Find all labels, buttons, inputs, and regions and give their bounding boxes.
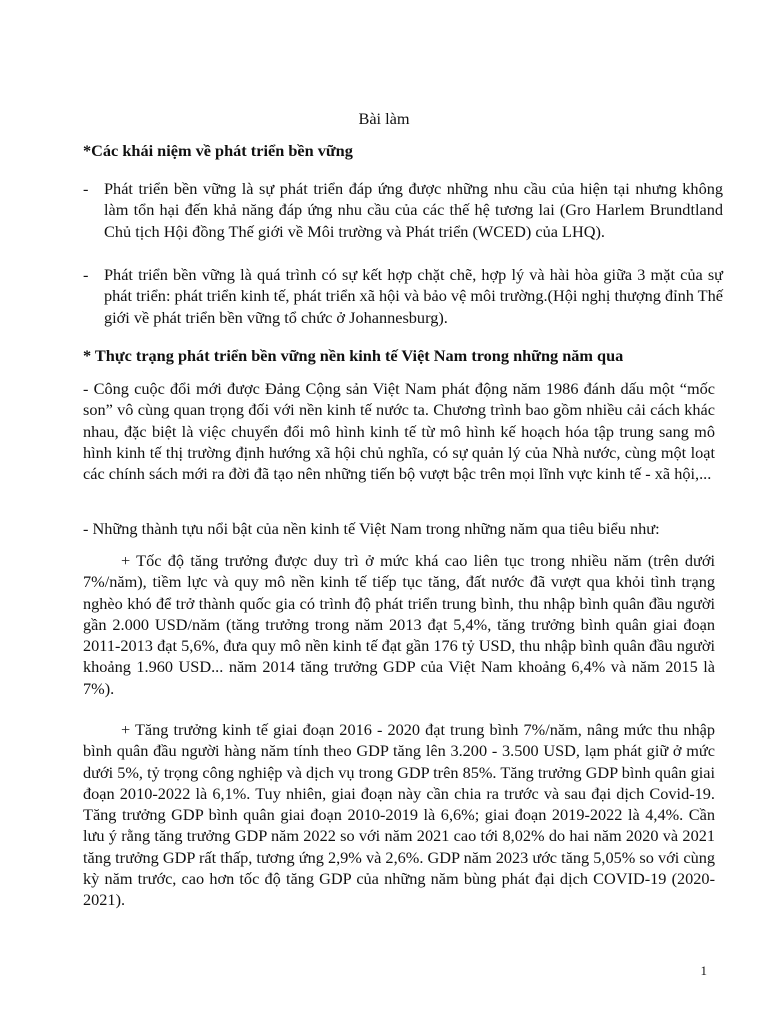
paragraph-doi-moi <box>83 378 715 484</box>
bullet-item <box>83 264 723 328</box>
paragraph-text: + Tốc độ tăng trưởng được duy trì ở mức khá cao liên tục trong nhiều năm (trên dưới 7%/năm), tiềm lực và quy mô nền kinh tế tiếp tục tăng, đất nước đã vượt qua khỏi tình trạng nghèo khó để trở thành quốc gia có trình độ phát triển trung bình, thu nhập bình quân đầu người gần 2.000 USD/năm (tăng trưởng trong năm 2013 đạt 5,4%, tăng trưởng bình quân giai đoạn 2011-2013 đạt 5,6%, đưa quy mô nền kinh tế đạt gần 176 tỷ USD, thu nhập bình quân đầu người khoảng 1.960 USD... năm 2014 tăng trưởng GDP của Việt Nam khoảng 6,4% và năm 2015 là 7%). <box>83 551 715 698</box>
paragraph-text: + Tăng trưởng kinh tế giai đoạn 2016 - 2020 đạt trung bình 7%/năm, nâng mức thu nhập bình quân đầu người hàng năm tính theo GDP tăng lên 3.200 - 3.500 USD, lạm phát giữ ở mức dưới 5%, tỷ trọng công nghiệp và dịch vụ trong GDP trên 85%. Tăng trưởng GDP bình quân giai đoạn 2010-2022 là 6,1%. Tuy nhiên, giai đoạn này cần chia ra trước và sau đại dịch Covid-19. Tăng trưởng GDP bình quân giai đoạn 2010-2019 là 6,6%; giai đoạn 2019-2022 là 4,4%. Cần lưu ý rằng tăng trưởng GDP năm 2022 so với năm 2021 cao tới 8,02% do hai năm 2020 và 2021 tăng trưởng GDP rất thấp, tương ứng 2,9% và 2,6%. GDP năm 2023 ước tăng 5,05% so với cùng kỳ năm trước, cao hơn tốc độ tăng GDP của những năm bùng phát đại dịch COVID-19 (2020-2021). <box>83 720 715 910</box>
bullet-text: Phát triển bền vững là sự phát triển đáp ứng được những nhu cầu của hiện tại nhưng không làm tổn hại đến khả năng đáp ứng nhu cầu của các thế hệ tương lai (Gro Harlem Brundtland Chủ tịch Hội đồng Thế giới về Môi trường và Phát triển (WCED) của LHQ). <box>104 179 723 241</box>
bullet-item <box>83 178 723 242</box>
paragraph-text: - Những thành tựu nổi bật của nền kinh tế Việt Nam trong những năm qua tiêu biểu như: <box>83 519 660 538</box>
paragraph-growth-2016-2020 <box>83 719 715 911</box>
document-title: Bài làm <box>358 109 410 128</box>
paragraph-growth-rate <box>83 550 715 699</box>
bullet-text: Phát triển bền vững là quá trình có sự kết hợp chặt chẽ, hợp lý và hài hòa giữa 3 mặt của sự phát triển: phát triển kinh tế, phát triển xã hội và bảo vệ môi trường.(Hội nghị thượng đỉnh Thế giới về phát triển bền vững tổ chức ở Johannesburg). <box>104 265 723 327</box>
section-heading-status: * Thực trạng phát triển bền vững nền kinh tế Việt Nam trong những năm qua <box>83 346 624 365</box>
paragraph-text: - Công cuộc đổi mới được Đảng Cộng sản Việt Nam phát động năm 1986 đánh dấu một “mốc son” vô cùng quan trọng đối với nền kinh tế nước ta. Chương trình bao gồm nhiều cải cách khác nhau, đặc biệt là việc chuyển đổi mô hình kinh tế từ mô hình kế hoạch hóa tập trung sang mô hình kinh tế thị trường định hướng xã hội chủ nghĩa, có sự quản lý của Nhà nước, cùng một loạt các chính sách mới ra đời đã tạo nên những tiến bộ vượt bậc trên mọi lĩnh vực kinh tế - xã hội,... <box>83 379 715 484</box>
page-number: 1 <box>700 963 707 978</box>
bullet-dash: - <box>83 179 89 198</box>
bullet-dash: - <box>83 265 89 284</box>
paragraph-achievements-intro <box>83 518 715 539</box>
section-heading-concepts: *Các khái niệm về phát triển bền vững <box>83 141 353 160</box>
